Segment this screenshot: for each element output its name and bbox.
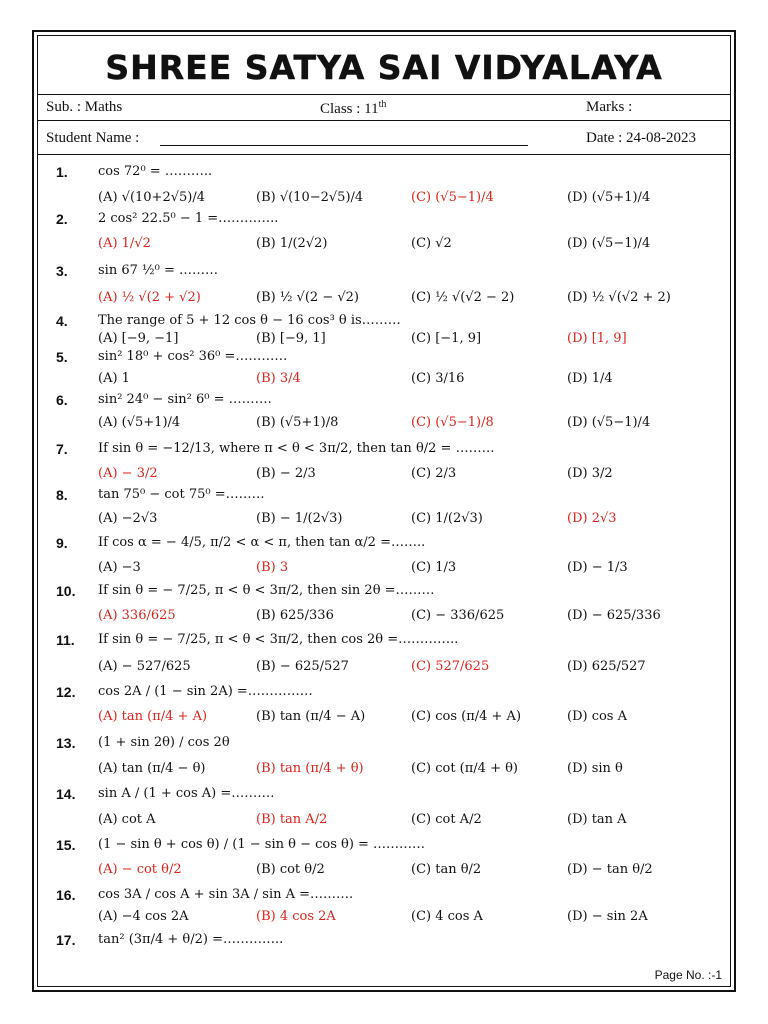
- answer-option-c: (C) tan θ/2: [411, 862, 482, 877]
- answer-option-c: (C) √2: [411, 236, 452, 251]
- question-text: cos 72⁰ = ………..: [98, 164, 213, 179]
- answer-option-d: (D) [1, 9]: [567, 331, 627, 346]
- answer-option-d: (D) tan A: [567, 812, 627, 827]
- answer-option-b: (B) cot θ/2: [256, 862, 325, 877]
- answer-option-a: (A) −3: [98, 560, 141, 575]
- question-text: tan² (3π/4 + θ/2) =…………..: [98, 932, 284, 947]
- answer-option-d: (D) (√5+1)/4: [567, 190, 651, 205]
- class-label: Class : 11th: [320, 99, 387, 117]
- answer-option-b: (B) [−9, 1]: [256, 331, 326, 346]
- question-text: The range of 5 + 12 cos θ − 16 cos³ θ is………: [98, 313, 401, 328]
- answer-option-d: (D) − sin 2A: [567, 909, 648, 924]
- question-number: 9.: [56, 535, 68, 551]
- marks-label: Marks :: [586, 99, 633, 115]
- answer-option-b: (B) tan (π/4 − A): [256, 709, 366, 724]
- answer-option-d: (D) 625/527: [567, 659, 646, 674]
- page-number: Page No. :-1: [654, 968, 722, 982]
- question-text: (1 + sin 2θ) / cos 2θ: [98, 735, 230, 750]
- student-name-field[interactable]: [160, 145, 528, 146]
- question-text: tan 75⁰ − cot 75⁰ =………: [98, 487, 265, 502]
- answer-option-c: (C) cos (π/4 + A): [411, 709, 522, 724]
- answer-option-d: (D) sin θ: [567, 761, 623, 776]
- header-rule-middle: [37, 120, 731, 121]
- header-rule-bottom: [37, 154, 731, 155]
- answer-option-c: (C) 4 cos A: [411, 909, 483, 924]
- answer-option-c: (C) (√5−1)/4: [411, 190, 494, 205]
- answer-option-c: (C) 1/3: [411, 560, 457, 575]
- answer-option-b: (B) tan A/2: [256, 812, 328, 827]
- answer-option-d: (D) − 625/336: [567, 608, 661, 623]
- answer-option-c: (C) − 336/625: [411, 608, 505, 623]
- answer-option-d: (D) (√5−1)/4: [567, 236, 651, 251]
- answer-option-b: (B) − 1/(2√3): [256, 511, 343, 526]
- question-text: sin 67 ½⁰ = ………: [98, 263, 218, 278]
- answer-option-a: (A) − 527/625: [98, 659, 191, 674]
- question-number: 12.: [56, 684, 76, 700]
- question-number: 17.: [56, 932, 76, 948]
- answer-option-d: (D) ½ √(√2 + 2): [567, 290, 671, 305]
- question-text: If sin θ = −12/13, where π < θ < 3π/2, then tan θ/2 = ………: [98, 441, 495, 456]
- question-text: If sin θ = − 7/25, π < θ < 3π/2, then sin 2θ =………: [98, 583, 435, 598]
- question-text: cos 2A / (1 − sin 2A) =……………: [98, 684, 313, 699]
- answer-option-a: (A) (√5+1)/4: [98, 415, 181, 430]
- answer-option-b: (B) 625/336: [256, 608, 334, 623]
- answer-option-b: (B) − 2/3: [256, 466, 316, 481]
- school-title: SHREE SATYA SAI VIDYALAYA: [105, 48, 663, 87]
- question-number: 15.: [56, 837, 76, 853]
- answer-option-d: (D) 3/2: [567, 466, 613, 481]
- question-text: (1 − sin θ + cos θ) / (1 − sin θ − cos θ) = …………: [98, 837, 426, 852]
- answer-option-a: (A) − cot θ/2: [98, 862, 182, 877]
- question-text: 2 cos² 22.5⁰ − 1 =…………..: [98, 211, 279, 226]
- answer-option-a: (A) 1/√2: [98, 236, 151, 251]
- question-text: sin² 24⁰ − sin² 6⁰ = ……….: [98, 392, 272, 407]
- question-number: 10.: [56, 583, 76, 599]
- answer-option-a: (A) cot A: [98, 812, 156, 827]
- answer-option-b: (B) (√5+1)/8: [256, 415, 339, 430]
- answer-option-b: (B) 1/(2√2): [256, 236, 328, 251]
- answer-option-c: (C) cot (π/4 + θ): [411, 761, 519, 776]
- question-number: 5.: [56, 349, 68, 365]
- question-number: 3.: [56, 263, 68, 279]
- answer-option-a: (A) [−9, −1]: [98, 331, 179, 346]
- answer-option-c: (C) 1/(2√3): [411, 511, 483, 526]
- question-number: 14.: [56, 786, 76, 802]
- question-text: cos 3A / cos A + sin 3A / sin A =……….: [98, 887, 354, 902]
- answer-option-b: (B) √(10−2√5)/4: [256, 190, 364, 205]
- answer-option-b: (B) tan (π/4 + θ): [256, 761, 364, 776]
- answer-option-c: (C) (√5−1)/8: [411, 415, 494, 430]
- question-number: 8.: [56, 487, 68, 503]
- answer-option-a: (A) √(10+2√5)/4: [98, 190, 206, 205]
- answer-option-d: (D) − 1/3: [567, 560, 628, 575]
- answer-option-a: (A) tan (π/4 + A): [98, 709, 208, 724]
- answer-option-a: (A) 336/625: [98, 608, 176, 623]
- answer-option-c: (C) 2/3: [411, 466, 457, 481]
- answer-option-b: (B) − 625/527: [256, 659, 349, 674]
- answer-option-c: (C) cot A/2: [411, 812, 482, 827]
- answer-option-c: (C) 3/16: [411, 371, 465, 386]
- answer-option-c: (C) [−1, 9]: [411, 331, 482, 346]
- header-rule-top: [37, 94, 731, 95]
- question-number: 7.: [56, 441, 68, 457]
- answer-option-b: (B) 4 cos 2A: [256, 909, 336, 924]
- answer-option-d: (D) 1/4: [567, 371, 613, 386]
- question-number: 16.: [56, 887, 76, 903]
- question-number: 4.: [56, 313, 68, 329]
- question-number: 1.: [56, 164, 68, 180]
- answer-option-a: (A) −2√3: [98, 511, 158, 526]
- answer-option-b: (B) 3/4: [256, 371, 301, 386]
- question-text: sin A / (1 + cos A) =……….: [98, 786, 275, 801]
- answer-option-c: (C) ½ √(√2 − 2): [411, 290, 515, 305]
- answer-option-d: (D) 2√3: [567, 511, 617, 526]
- question-text: sin² 18⁰ + cos² 36⁰ =…………: [98, 349, 288, 364]
- answer-option-a: (A) ½ √(2 + √2): [98, 290, 201, 305]
- question-number: 6.: [56, 392, 68, 408]
- question-text: If sin θ = − 7/25, π < θ < 3π/2, then cos 2θ =…………..: [98, 632, 459, 647]
- answer-option-a: (A) − 3/2: [98, 466, 158, 481]
- question-number: 13.: [56, 735, 76, 751]
- student-name-label: Student Name :: [46, 130, 140, 146]
- answer-option-a: (A) 1: [98, 371, 130, 386]
- answer-option-b: (B) 3: [256, 560, 289, 575]
- subject-label: Sub. : Maths: [46, 99, 123, 115]
- answer-option-a: (A) −4 cos 2A: [98, 909, 189, 924]
- question-number: 2.: [56, 211, 68, 227]
- question-text: If cos α = − 4/5, π/2 < α < π, then tan α/2 =……..: [98, 535, 426, 550]
- answer-option-d: (D) − tan θ/2: [567, 862, 653, 877]
- answer-option-c: (C) 527/625: [411, 659, 490, 674]
- answer-option-b: (B) ½ √(2 − √2): [256, 290, 359, 305]
- question-number: 11.: [56, 632, 75, 648]
- answer-option-a: (A) tan (π/4 − θ): [98, 761, 206, 776]
- answer-option-d: (D) cos A: [567, 709, 627, 724]
- answer-option-d: (D) (√5−1)/4: [567, 415, 651, 430]
- date-label: Date : 24-08-2023: [586, 130, 696, 146]
